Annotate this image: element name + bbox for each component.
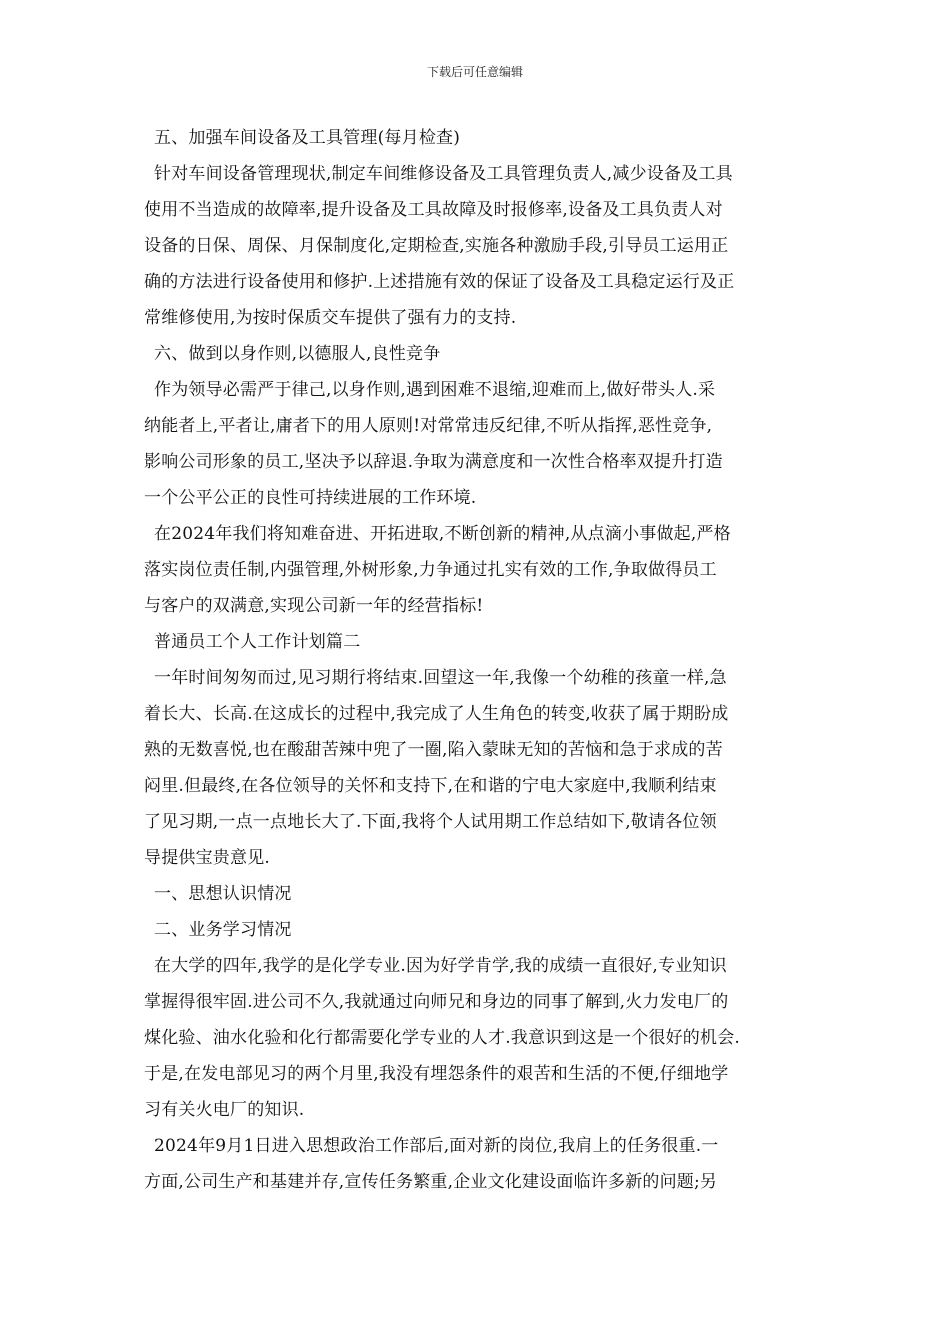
paragraph-line: 设备的日保、周保、月保制度化,定期检查,实施各种激励手段,引导员工运用正 [144, 236, 729, 256]
paragraph-line: 确的方法进行设备使用和修护.上述措施有效的保证了设备及工具稳定运行及正 [144, 272, 735, 292]
paragraph-line: 作为领导必需严于律己,以身作则,遇到困难不退缩,迎难而上,做好带头人.采 [154, 380, 716, 400]
paragraph-line: 掌握得很牢固.进公司不久,我就通过向师兄和身边的同事了解到,火力发电厂的 [144, 992, 729, 1012]
paragraph-line: 习有关火电厂的知识. [144, 1100, 305, 1120]
paragraph-line: 与客户的双满意,实现公司新一年的经营指标! [144, 596, 484, 616]
paragraph-line: 常维修使用,为按时保质交车提供了强有力的支持. [144, 308, 517, 328]
document-body [144, 120, 814, 1200]
paragraph-line: 影响公司形象的员工,坚决予以辞退.争取为满意度和一次性合格率双提升打造 [144, 452, 723, 472]
paragraph-line: 了见习期,一点一点地长大了.下面,我将个人试用期工作总结如下,敬请各位领 [144, 812, 717, 832]
paragraph-line: 在大学的四年,我学的是化学专业.因为好学肯学,我的成绩一直很好,专业知识 [154, 956, 727, 976]
paragraph-line: 闷里.但最终,在各位领导的关怀和支持下,在和谐的宁电大家庭中,我顺利结束 [144, 776, 717, 796]
section-title: 普通员工个人工作计划篇二 [154, 632, 361, 652]
paragraph-line: 于是,在发电部见习的两个月里,我没有埋怨条件的艰苦和生活的不便,仔细地学 [144, 1064, 729, 1084]
section-heading: 二、业务学习情况 [154, 920, 292, 940]
paragraph-line: 落实岗位责任制,内强管理,外树形象,力争通过扎实有效的工作,争取做得员工 [144, 560, 717, 580]
paragraph-line: 一年时间匆匆而过,见习期行将结束.回望这一年,我像一个幼稚的孩童一样,急 [154, 668, 727, 688]
paragraph-line: 在2024年我们将知难奋进、开拓进取,不断创新的精神,从点滴小事做起,严格 [154, 524, 731, 544]
paragraph-line: 使用不当造成的故障率,提升设备及工具故障及时报修率,设备及工具负责人对 [144, 200, 723, 220]
paragraph-line: 一个公平公正的良性可持续进展的工作环境. [144, 488, 477, 508]
paragraph-line: 煤化验、油水化验和化行都需要化学专业的人才.我意识到这是一个很好的机会. [144, 1028, 741, 1048]
section-heading: 五、加强车间设备及工具管理(每月检查) [154, 128, 461, 148]
paragraph-line: 纳能者上,平者让,庸者下的用人原则!对常常违反纪律,不听从指挥,恶性竞争, [144, 416, 713, 436]
page-header: 下载后可任意编辑 [426, 65, 523, 79]
paragraph-line: 着长大、长高.在这成长的过程中,我完成了人生角色的转变,收获了属于期盼成 [144, 704, 729, 724]
paragraph-line: 2024年9月1日进入思想政治工作部后,面对新的岗位,我肩上的任务很重.一 [154, 1136, 719, 1156]
section-heading: 六、做到以身作则,以德服人,良性竞争 [154, 344, 441, 364]
paragraph-line: 方面,公司生产和基建并存,宣传任务繁重,企业文化建设面临许多新的问题;另 [144, 1172, 718, 1192]
paragraph-line: 导提供宝贵意见. [144, 848, 271, 868]
section-heading: 一、思想认识情况 [154, 884, 292, 904]
paragraph-line: 熟的无数喜悦,也在酸甜苦辣中兜了一圈,陷入蒙昧无知的苦恼和急于求成的苦 [144, 740, 723, 760]
paragraph-line: 针对车间设备管理现状,制定车间维修设备及工具管理负责人,减少设备及工具 [154, 164, 733, 184]
